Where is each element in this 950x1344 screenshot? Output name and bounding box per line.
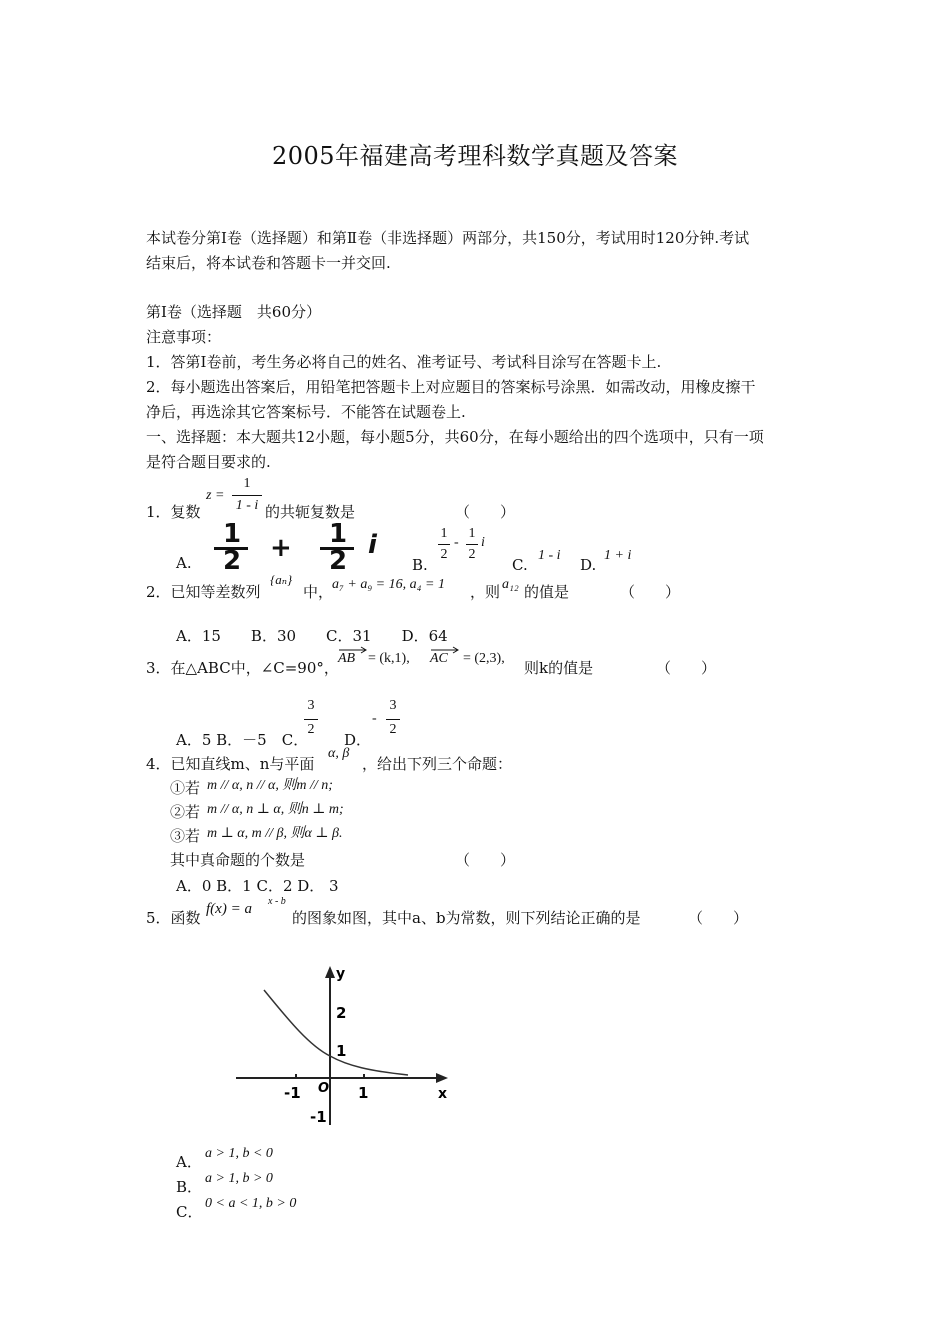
q1-option-d-label: D. bbox=[580, 556, 597, 574]
q3-option-d-bar bbox=[386, 719, 400, 720]
graph-x-label: x bbox=[438, 1086, 448, 1102]
q3-option-d-den: 2 bbox=[389, 722, 397, 737]
q5-option-b-label: B． bbox=[176, 1178, 203, 1196]
q1-option-c-label: C. bbox=[512, 556, 528, 574]
q3-option-c-num: 3 bbox=[307, 698, 315, 713]
q1-frac-bar bbox=[232, 495, 262, 496]
q3-eq1: = (k,1), bbox=[368, 651, 410, 666]
q3-vector-ab-arrow bbox=[338, 646, 368, 654]
q4-planes: α, β bbox=[328, 746, 350, 761]
q2-condition: a₇ + a₉ = 16, a₄ = 1 bbox=[332, 577, 445, 592]
q1-option-b-bar2 bbox=[466, 544, 478, 545]
q4-options: A．0 B．1 C．2 D． 3 bbox=[176, 877, 339, 895]
q3-eq2: = (2,3), bbox=[463, 651, 505, 666]
q3-option-c-bar bbox=[304, 719, 318, 720]
q5-function: f(x) = a bbox=[206, 901, 252, 917]
q3-options-ab: A．5 B．－5 C． bbox=[176, 731, 309, 749]
q1-prefix: 1．复数 bbox=[146, 503, 201, 521]
q2-target: a₁₂ bbox=[502, 577, 519, 592]
q5-answer-paren: （ ） bbox=[688, 909, 749, 927]
q2-prefix: 2．已知等差数列 bbox=[146, 583, 261, 601]
q1-option-b-num2: 1 bbox=[468, 526, 476, 541]
q1-option-a-label: A. bbox=[176, 554, 192, 572]
q5-function-exponent: x - b bbox=[268, 896, 286, 907]
q2-suffix: 的值是 bbox=[524, 583, 570, 601]
q4-proposition-1-label: ①若 bbox=[170, 779, 201, 797]
q5-option-b: a > 1, b > 0 bbox=[205, 1171, 273, 1186]
q2-mid: 中， bbox=[303, 583, 334, 601]
page-title: 2005年福建高考理科数学真题及答案 bbox=[271, 142, 679, 170]
graph-y-axis-arrow bbox=[325, 966, 335, 978]
section-heading: 第Ⅰ卷（选择题 共60分） bbox=[146, 303, 322, 321]
q1-option-b-minus: - bbox=[454, 535, 459, 550]
q3-vector-ac: AC bbox=[430, 651, 448, 666]
q1-option-a-den2: 2 bbox=[328, 546, 348, 576]
intro-line-2: 结束后，将本试卷和答题卡一并交回. bbox=[146, 254, 391, 272]
q1-option-b-bar1 bbox=[438, 544, 450, 545]
q5-option-c-label: C． bbox=[176, 1203, 203, 1221]
q1-option-a-den: 2 bbox=[222, 546, 242, 576]
q1-answer-paren: （ ） bbox=[455, 503, 516, 521]
q1-option-a-num2: 1 bbox=[328, 519, 348, 549]
q3-option-d-label: D． bbox=[344, 731, 372, 749]
part1-instructions-line-2: 是符合题目要求的. bbox=[146, 453, 271, 471]
q4-suffix: ，给出下列三个命题： bbox=[362, 755, 513, 773]
q4-proposition-2: m // α, n ⊥ α, 则n ⊥ m; bbox=[207, 802, 344, 817]
q5-option-a: a > 1, b < 0 bbox=[205, 1146, 273, 1161]
graph-tick-y-neg: -1 bbox=[310, 1108, 327, 1126]
q1-suffix: 的共轭复数是 bbox=[265, 503, 356, 521]
graph-curve bbox=[264, 990, 408, 1075]
q4-question: 其中真命题的个数是 bbox=[170, 851, 306, 869]
q2-sequence: {aₙ} bbox=[270, 572, 293, 587]
q1-option-c-expr: 1 - i bbox=[538, 548, 561, 563]
notice-2-line-1: 2．每小题选出答案后，用铅笔把答题卡上对应题目的答案标号涂黑．如需改动，用橡皮擦干 bbox=[146, 378, 756, 396]
q5-option-c: 0 < a < 1, b > 0 bbox=[205, 1196, 297, 1211]
q1-frac-num: 1 bbox=[243, 476, 251, 491]
q1-option-b-i: i bbox=[481, 535, 485, 550]
q4-prefix: 4．已知直线m、n与平面 bbox=[146, 755, 315, 773]
q4-proposition-3-label: ③若 bbox=[170, 827, 201, 845]
q2-options: A．15 B．30 C．31 D．64 bbox=[176, 627, 448, 645]
q4-proposition-2-label: ②若 bbox=[170, 803, 201, 821]
q3-option-d-num: 3 bbox=[389, 698, 397, 713]
q3-option-d-sign: - bbox=[372, 711, 377, 726]
q3-option-c-den: 2 bbox=[307, 722, 315, 737]
q2-mid2: ，则 bbox=[470, 583, 501, 601]
graph-tick-x-pos: 1 bbox=[358, 1084, 369, 1102]
q4-answer-paren: （ ） bbox=[455, 851, 516, 869]
q5-suffix: 的图象如图，其中a、b为常数，则下列结论正确的是 bbox=[292, 909, 641, 927]
intro-line-1: 本试卷分第Ⅰ卷（选择题）和第Ⅱ卷（非选择题）两部分，共150分，考试用时120分钟.考试 bbox=[146, 229, 750, 247]
graph-tick-y-1: 1 bbox=[336, 1042, 347, 1060]
q1-option-b-den2: 2 bbox=[468, 547, 476, 562]
q1-option-a-i: i bbox=[368, 530, 377, 560]
notice-heading: 注意事项： bbox=[146, 328, 222, 346]
q4-proposition-3: m ⊥ α, m // β, 则α ⊥ β. bbox=[207, 826, 343, 841]
graph-tick-y-2: 2 bbox=[336, 1004, 347, 1022]
q4-proposition-1: m // α, n // α, 则m // n; bbox=[207, 778, 333, 793]
graph-x-axis-arrow bbox=[436, 1073, 448, 1083]
notice-1: 1．答第Ⅰ卷前，考生务必将自己的姓名、准考证号、考试科目涂写在答题卡上. bbox=[146, 353, 662, 371]
q1-option-b-den1: 2 bbox=[440, 547, 448, 562]
q1-option-b-label: B. bbox=[412, 556, 428, 574]
graph-origin-label: O bbox=[318, 1081, 330, 1096]
q1-z-eq: z = bbox=[206, 488, 225, 503]
graph-y-label: y bbox=[336, 966, 346, 982]
q2-answer-paren: （ ） bbox=[620, 583, 681, 601]
q5-option-a-label: A． bbox=[176, 1153, 202, 1171]
graph-tick-x-neg: -1 bbox=[284, 1084, 301, 1102]
q3-suffix: 则k的值是 bbox=[524, 659, 594, 677]
q3-vector-ab: AB bbox=[338, 651, 356, 666]
q1-option-b-num1: 1 bbox=[440, 526, 448, 541]
part1-instructions-line-1: 一、选择题：本大题共12小题，每小题5分，共60分，在每小题给出的四个选项中，只有一项 bbox=[146, 428, 764, 446]
q1-frac-den: 1 - i bbox=[235, 498, 259, 513]
q3-vector-ac-arrow bbox=[430, 646, 460, 654]
notice-2-line-2: 净后，再选涂其它答案标号．不能答在试题卷上. bbox=[146, 403, 466, 421]
q3-answer-paren: （ ） bbox=[656, 659, 717, 677]
q5-prefix: 5．函数 bbox=[146, 909, 201, 927]
q1-option-a-num: 1 bbox=[222, 519, 242, 549]
q5-function-graph bbox=[230, 960, 460, 1130]
q3-prefix: 3．在△ABC中，∠C=90°， bbox=[146, 659, 339, 677]
q1-option-d-expr: 1 + i bbox=[604, 548, 632, 563]
q1-option-a-plus: + bbox=[270, 533, 292, 563]
